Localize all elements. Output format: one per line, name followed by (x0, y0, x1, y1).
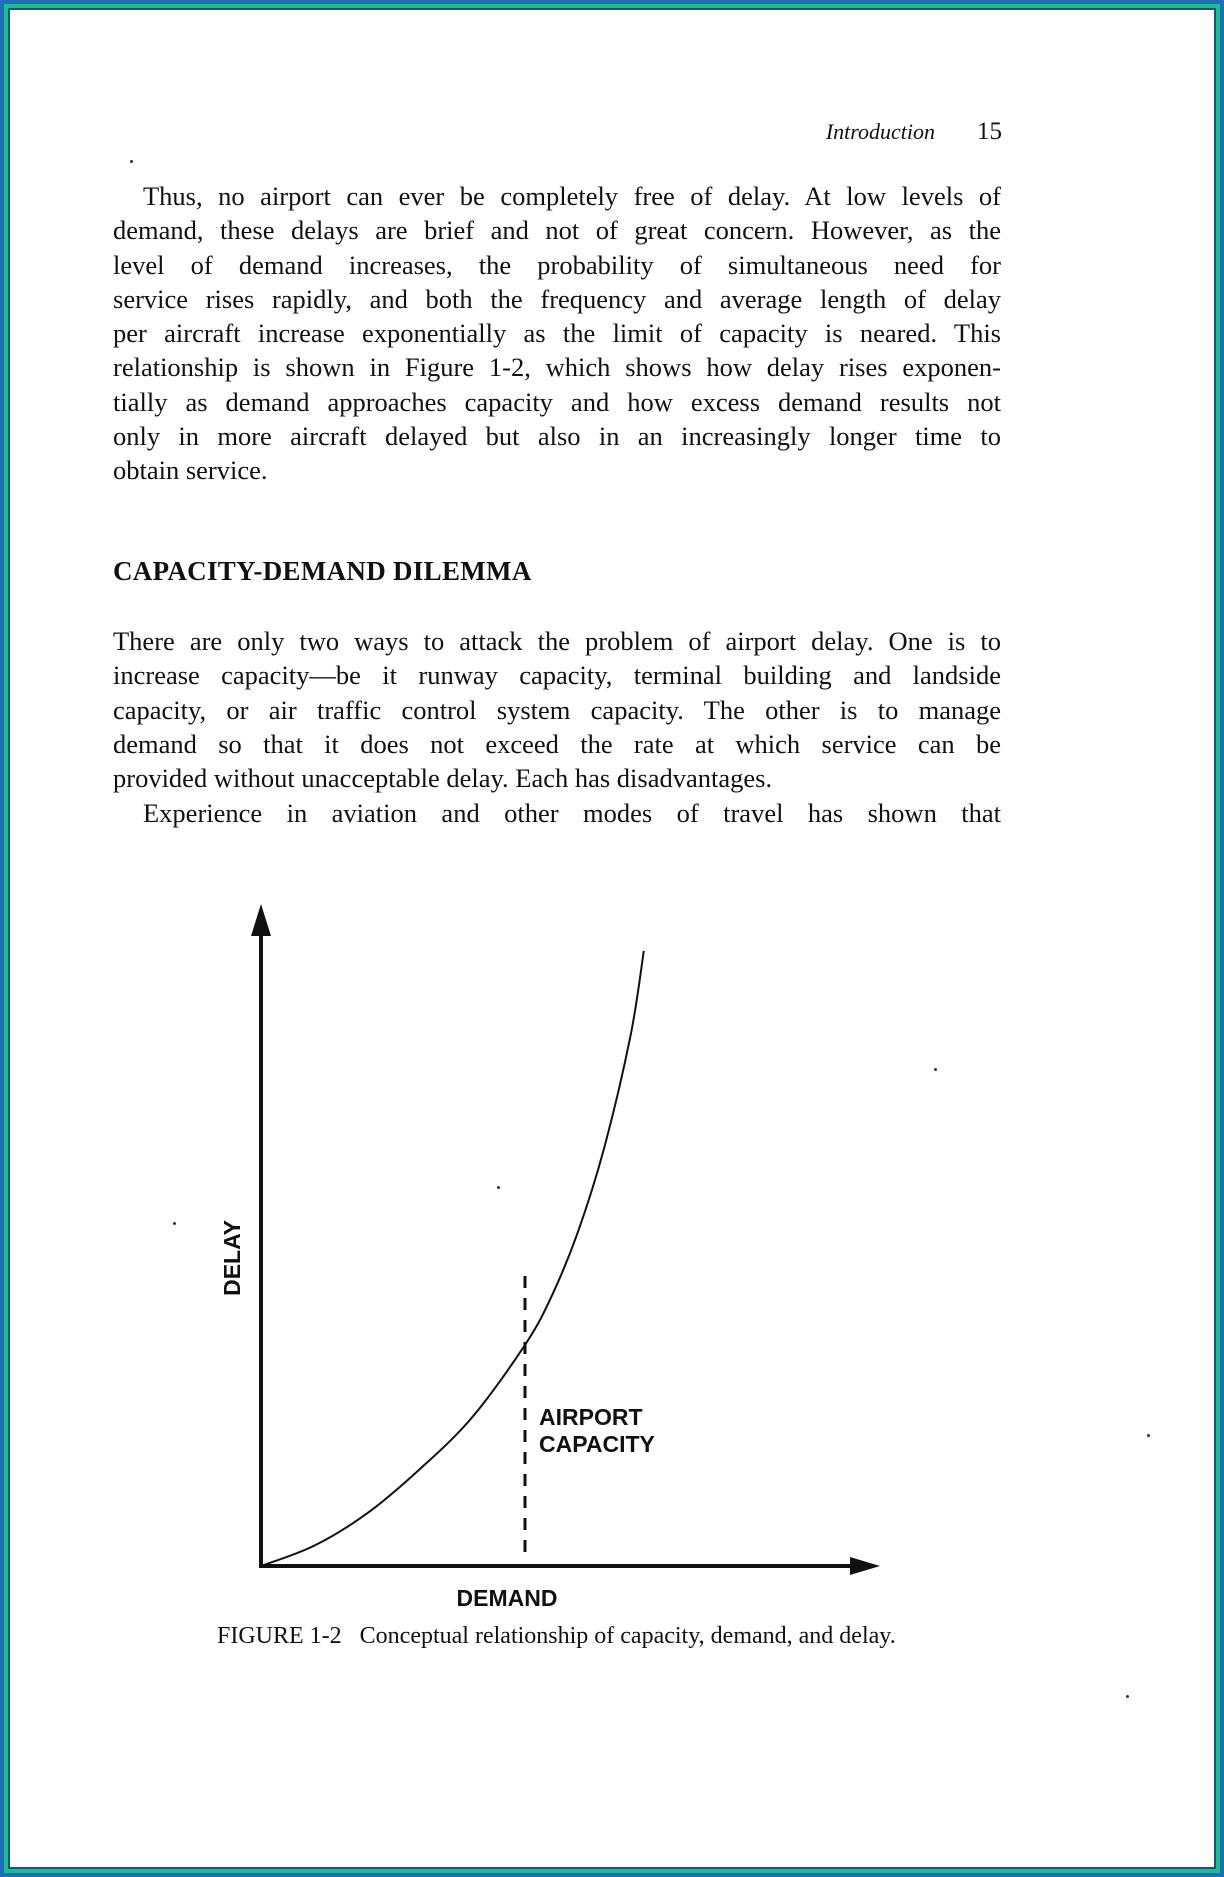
paragraph-line: demand, these delays are brief and not of great concern. However, as the (113, 215, 1001, 246)
paragraph-line: provided without unacceptable delay. Each has disadvantages. (113, 763, 773, 794)
scan-speck (130, 160, 133, 163)
capacity-label-line-1: AIRPORT (539, 1404, 643, 1430)
paragraph-line: Experience in aviation and other modes of travel has shown that (143, 798, 1001, 828)
section-heading: CAPACITY-DEMAND DILEMMA (113, 556, 532, 586)
y-axis-label: DELAY (219, 1220, 245, 1296)
scan-speck (1126, 1695, 1129, 1698)
paragraph-line: increase capacity—be it runway capacity, terminal building and landside (113, 660, 1001, 691)
scan-speck (497, 1186, 500, 1189)
paragraph-line: tially as demand approaches capacity and how excess demand results not (113, 386, 1001, 417)
figure-caption (217, 1623, 896, 1650)
y-axis-arrowhead (251, 904, 271, 936)
paragraph-line: per aircraft increase exponentially as the limit of capacity is neared. This (113, 318, 1001, 349)
paragraph-line: relationship is shown in Figure 1-2, which shows how delay rises exponen- (113, 352, 1001, 383)
delay-curve-line (261, 951, 644, 1566)
x-axis-label: DEMAND (456, 1585, 558, 1611)
scan-speck (173, 1222, 176, 1225)
paragraph-line: obtain service. (113, 455, 268, 486)
page-number: 15 (977, 118, 1002, 145)
paragraph-line: only in more aircraft delayed but also in an increasingly longer time to (113, 421, 1001, 452)
paragraph-line: demand so that it does not exceed the rate at which service can be (113, 728, 1001, 759)
scan-speck (934, 1068, 937, 1071)
capacity-label-line-2: CAPACITY (539, 1431, 655, 1457)
paragraph-line: capacity, or air traffic control system capacity. The other is to manage (113, 694, 1001, 725)
paragraph-line: Thus, no airport can ever be completely free of delay. At low levels of (143, 181, 1001, 211)
x-axis-arrowhead (850, 1557, 880, 1575)
paragraph-line: service rises rapidly, and both the frequency and average length of delay (113, 283, 1001, 314)
scan-speck (1147, 1434, 1150, 1437)
paragraph-line: level of demand increases, the probability of simultaneous need for (113, 249, 1001, 280)
figure-caption-text: Conceptual relationship of capacity, demand, and delay. (359, 1623, 896, 1649)
running-head-section: Introduction (825, 119, 935, 144)
figure-number: FIGURE 1-2 (217, 1623, 342, 1649)
paragraph-line: There are only two ways to attack the problem of airport delay. One is to (113, 626, 1001, 656)
